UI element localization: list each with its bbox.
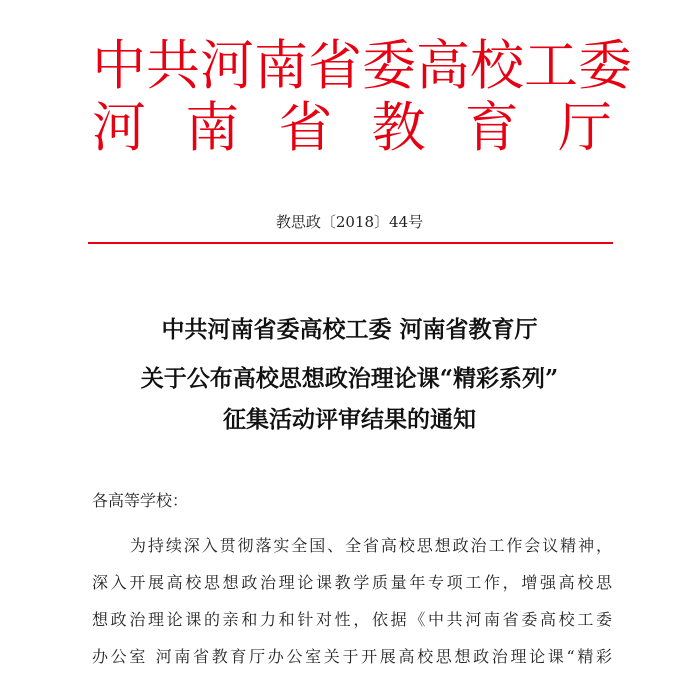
notice-title-line-3: 征集活动评审结果的通知 [223, 406, 476, 433]
issuer-header-line-2: 河南省教育厅 [92, 96, 612, 159]
document-number: 教思政〔2018〕44号 [275, 213, 424, 231]
body-line-4: 办公室 河南省教育厅办公室关于开展高校思想政治理论课“精彩 [92, 647, 612, 666]
red-divider-line [88, 242, 613, 244]
salutation: 各高等学校： [92, 491, 189, 510]
body-line-1: 为持续深入贯彻落实全国、全省高校思想政治工作会议精神， [130, 536, 612, 555]
notice-title-line-1: 中共河南省委高校工委 河南省教育厅 [161, 316, 538, 343]
notice-title-line-2: 关于公布高校思想政治理论课“精彩系列” [140, 365, 559, 392]
issuer-header-line-1: 中共河南省委高校工委 [92, 34, 632, 97]
body-paragraph [92, 527, 612, 675]
body-line-2: 深入开展高校思想政治理论课教学质量年专项工作，增强高校思 [92, 573, 612, 592]
body-line-3: 想政治理论课的亲和力和针对性，依据《中共河南省委高校工委 [92, 610, 612, 629]
